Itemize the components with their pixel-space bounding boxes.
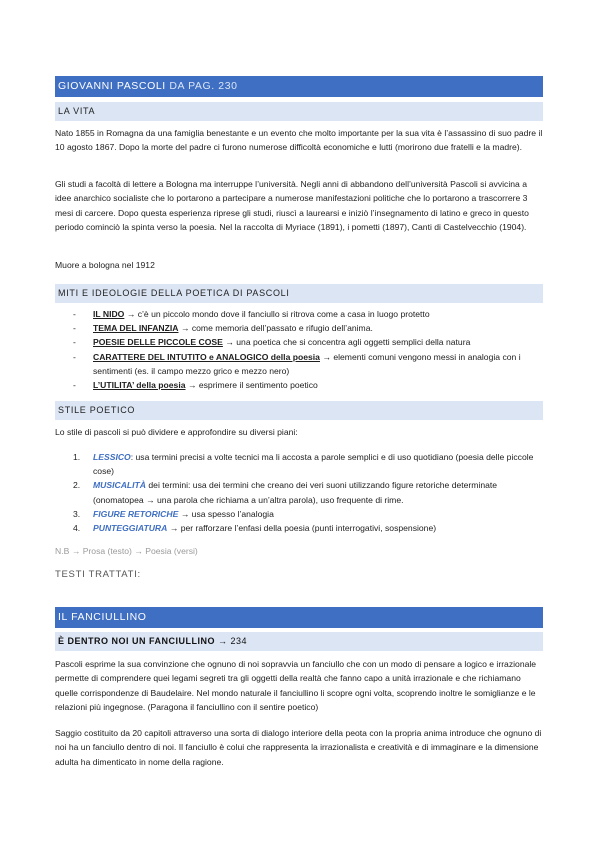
miti-item-key: CARATTERE DEL INTUTITO e ANALOGICO della poesia xyxy=(93,351,320,362)
list-item xyxy=(73,507,543,521)
list-item xyxy=(73,521,543,535)
stile-item-text: : usa termini precisi a volte tecnici ma li accosta a parole semplici e di uso quotidiano (poesia delle piccole cose) xyxy=(93,452,534,477)
miti-item-key: TEMA DEL INFANZIA xyxy=(93,323,179,334)
miti-item-key: POESIE DELLE PICCOLE COSE xyxy=(93,337,223,348)
list-item: - CARATTERE DEL INTUTITO e ANALOGICO della poesia → elementi comuni vengono messi in analogia con i sentimenti (es. il campo mezzo grico e mezzo nero) xyxy=(73,351,521,376)
list-number: 3. xyxy=(73,508,81,519)
stile-item-key: PUNTEGGIATURA xyxy=(93,523,168,534)
main-title xyxy=(55,76,543,97)
fanciullino-paragraph-1: Pascoli esprime la sua convinzione che ognuno di noi sopravvia un fanciullo che con un modo di pensare a logico e irrazionale permette di comprendere quei legami segreti tra gli oggetti della realtà che fanno capo a unità irrazionale e che richiamano quelle corrispondenze di Baudelaire. Nel mondo naturale il fanciullino li scopre ogni volta, scoprendo inoltre le somiglianze e le relazioni più ingegnose. (Paragona il fanciullino con il sentire poetico) xyxy=(55,659,537,713)
stile-item-text: → usa spesso l’analogia xyxy=(178,508,274,519)
miti-item-text: → come memoria dell’passato e rifugio dell’anima. xyxy=(178,323,373,334)
stile-intro: Lo stile di pascoli si può dividere e approfondire su diversi piani: xyxy=(55,427,298,437)
list-number: 4. xyxy=(73,523,81,534)
section-heading-vita: LA VITA xyxy=(55,102,543,121)
list-item: - TEMA DEL INFANZIA → come memoria dell’passato e rifugio dell’anima. xyxy=(73,323,373,334)
main-title-name: GIOVANNI PASCOLI xyxy=(58,80,166,92)
main-title-page-ref: DA PAG. 230 xyxy=(165,80,238,92)
testi-trattati-heading: TESTI TRATTATI: xyxy=(55,569,141,580)
stile-item-text: dei termini: usa dei termini che creano dei veri suoni utilizzando figure retoriche determinate (onomatopea → una parola che richiama a un’altra parola), uso frequente di rime. xyxy=(93,480,498,505)
stile-item-key: MUSICALITÀ xyxy=(93,480,146,491)
list-number: 1. xyxy=(73,452,81,462)
stile-list xyxy=(73,450,543,535)
miti-item-key: IL NIDO xyxy=(93,309,125,319)
vita-paragraph-3: Muore a bologna nel 1912 xyxy=(55,260,155,270)
list-item xyxy=(73,450,543,478)
miti-list xyxy=(73,307,543,392)
list-number: 2. xyxy=(73,480,81,491)
subsection-page-ref: → 234 xyxy=(215,636,248,646)
section-title-fanciullino: IL FANCIULLINO xyxy=(55,607,543,628)
section-heading-stile: STILE POETICO xyxy=(55,401,543,420)
list-item xyxy=(73,478,543,506)
miti-item-text: → elementi comuni vengono messi in analogia con i sentimenti (es. il campo mezzo grico e mezzo nero) xyxy=(93,351,521,376)
stile-item-key: FIGURE RETORICHE xyxy=(93,508,179,519)
list-item: - L’UTILITA’ della poesia → esprimere il sentimento poetico xyxy=(73,380,318,391)
miti-item-text: → esprimere il sentimento poetico xyxy=(185,380,318,391)
list-item: - POESIE DELLE PICCOLE COSE → una poetica che si concentra agli oggetti semplici della natura xyxy=(73,337,471,348)
stile-note: N.B → Prosa (testo) → Poesia (versi) xyxy=(55,546,198,556)
subsection-heading-fanciullino xyxy=(55,632,543,651)
miti-item-text: → c’è un piccolo mondo dove il fanciullo si ritrova come a casa in luogo protetto xyxy=(124,309,430,319)
vita-paragraph-2: Gli studi a facoltà di lettere a Bologna ma interruppe l’università. Negli anni di abbandono dell’università Pascoli si avvicina a idee anarchico socialiste che lo portarono a partecipare a numerose manifestazioni politiche che lo portarono a trascorrere 3 mesi di carcere. Dopo questa esperienza riprese gli studi, riuscì a laurearsi e iniziò l’insegnamento di latino e greco in questo periodo cominciò la spinta verso la poesia. Nel la raccolta di Myriace (1891), i pometti (1897), Canti di Castelvecchio (1904). xyxy=(55,179,529,233)
section-heading-miti: MITI E IDEOLOGIE DELLA POETICA DI PASCOLI xyxy=(55,284,543,303)
fanciullino-paragraph-2: Saggio costituito da 20 capitoli attraverso una sorta di dialogo interiore della peota con la propria anima introduce che ognuno di noi ha un fanciullo dentro di noi. Il fanciullo è colui che rappresenta la irrazionalista e creatività e di immaginare e la dimensione adulta ha dimenticato in nome della ragione. xyxy=(55,728,542,767)
list-item: - IL NIDO → c’è un piccolo mondo dove il fanciullo si ritrova come a casa in luogo protetto xyxy=(73,309,430,319)
miti-item-key: L’UTILITA’ della poesia xyxy=(93,380,186,391)
stile-item-text: → per rafforzare l’enfasi della poesia (punti interrogativi, sospensione) xyxy=(167,523,437,534)
vita-paragraph-1: Nato 1855 in Romagna da una famiglia benestante e un evento che molto importante per la sua vita è l’assassino di suo padre il 10 agosto 1867. Dopo la morte del padre ci furono numerose difficoltà economiche e lutti (morirono due fratelli e la madre). xyxy=(55,128,543,153)
stile-item-key: LESSICO xyxy=(93,452,131,462)
miti-item-text: → una poetica che si concentra agli oggetti semplici della natura xyxy=(222,337,471,348)
subsection-title: È DENTRO NOI UN FANCIULLINO xyxy=(58,636,215,646)
